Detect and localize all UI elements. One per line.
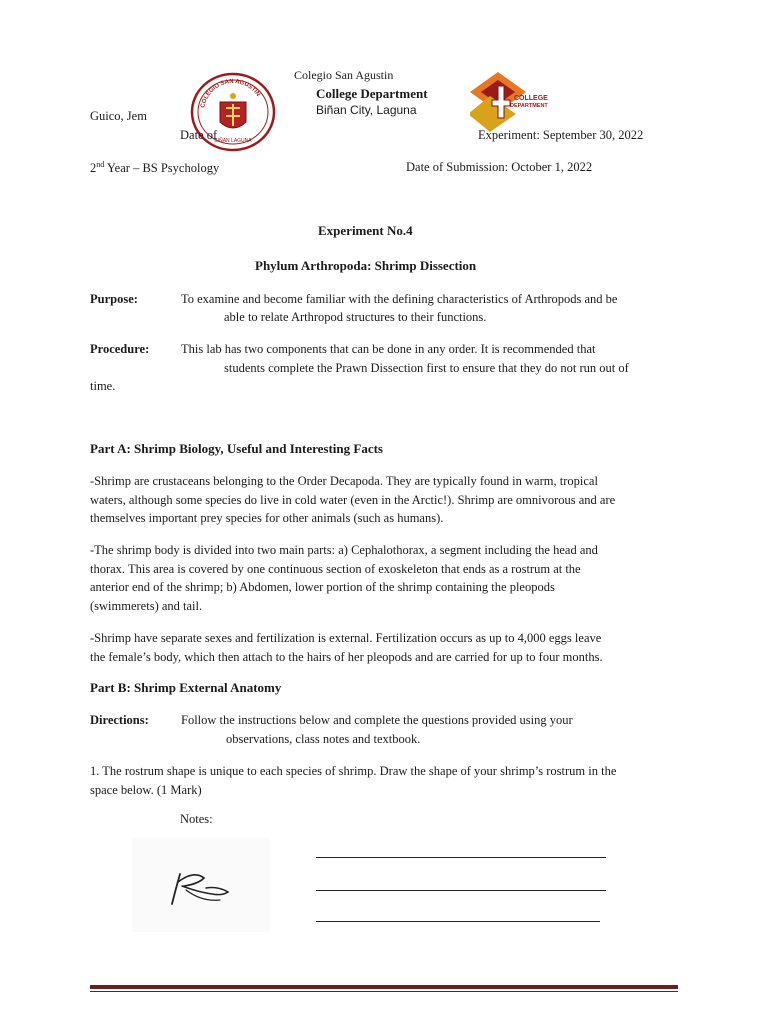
text-line: thorax. This area is covered by one continuous section of exoskeleton that ends as a rostrum at the [90, 561, 581, 576]
procedure-label: Procedure: [90, 342, 150, 356]
part-a-paragraph-3 [90, 629, 690, 666]
text-line: -The shrimp body is divided into two main parts: a) Cephalothorax, a segment including the head and [90, 543, 598, 557]
svg-text:COLEGIO SAN AGUSTIN: COLEGIO SAN AGUSTIN [200, 78, 261, 109]
svg-text:BIÑAN LAGUNA: BIÑAN LAGUNA [214, 138, 252, 144]
notes-blank-line-3[interactable] [316, 921, 600, 922]
year-program: Year – BS Psychology [104, 161, 220, 176]
procedure-line-3: time. [90, 379, 116, 393]
notes-blank-line-1[interactable] [316, 857, 606, 858]
experiment-date: Experiment: September 30, 2022 [478, 128, 644, 142]
year-ordinal-suffix: nd [96, 160, 105, 169]
purpose-line-2: able to relate Arthropod structures to their functions. [224, 310, 487, 324]
procedure-line-1: This lab has two components that can be done in any order. It is recommended that [181, 342, 596, 356]
directions-line-2: observations, class notes and textbook. [226, 732, 421, 746]
text-line: the female’s body, which then attach to the hairs of her pleopods and are carried for up to four months. [90, 649, 603, 664]
institution-name: Colegio San Agustin [294, 68, 394, 82]
directions-label: Directions: [90, 713, 149, 727]
text-line: -Shrimp are crustaceans belonging to the Order Decapoda. They are typically found in warm, tropical [90, 474, 598, 488]
city-name: Biñan City, Laguna [316, 103, 417, 117]
department-name: College Department [316, 86, 428, 101]
part-a-paragraph-1 [90, 472, 690, 528]
text-line: waters, although some species do live in cold water (even in the Arctic!). Shrimp are omnivorous and are [90, 492, 616, 507]
text-line: 1. The rostrum shape is unique to each species of shrimp. Draw the shape of your shrimp’s rostrum in the [90, 764, 617, 778]
student-name: Guico, Jem [90, 109, 147, 123]
text-line: (swimmerets) and tail. [90, 598, 203, 613]
experiment-number: Experiment No.4 [318, 223, 413, 238]
procedure-line-2: students complete the Prawn Dissection first to ensure that they do not run out of [224, 361, 629, 375]
year-ordinal: 2 [90, 161, 97, 176]
text-line: space below. (1 Mark) [90, 782, 202, 797]
student-year [90, 160, 219, 176]
footer-rule-thin [90, 991, 678, 992]
footer-rule [90, 985, 678, 989]
part-b-heading: Part B: Shrimp External Anatomy [90, 680, 282, 695]
question-1 [90, 762, 690, 799]
notes-blank-line-2[interactable] [316, 890, 606, 891]
purpose-line-1: To examine and become familiar with the defining characteristics of Arthropods and be [181, 292, 618, 306]
svg-text:COLLEGE: COLLEGE [514, 95, 548, 102]
experiment-title: Phylum Arthropoda: Shrimp Dissection [255, 258, 477, 273]
text-line: -Shrimp have separate sexes and fertilization is external. Fertilization occurs as up to 4,000 eggs leave [90, 631, 602, 645]
rostrum-drawing-icon [132, 838, 270, 932]
notes-label: Notes: [180, 812, 213, 826]
directions-line-1: Follow the instructions below and complete the questions provided using your [181, 713, 573, 727]
text-line: anterior end of the shrimp; b) Abdomen, lower portion of the shrimp containing the pleopods [90, 580, 555, 594]
part-a-heading: Part A: Shrimp Biology, Useful and Interesting Facts [90, 441, 383, 456]
part-a-paragraph-2 [90, 541, 690, 615]
date-of-label: Date of [180, 128, 218, 142]
text-line: themselves important prey species for other animals (such as humans). [90, 511, 444, 525]
submission-date: Date of Submission: October 1, 2022 [406, 160, 593, 174]
purpose-label: Purpose: [90, 292, 138, 306]
svg-text:DEPARTMENT: DEPARTMENT [510, 103, 548, 109]
